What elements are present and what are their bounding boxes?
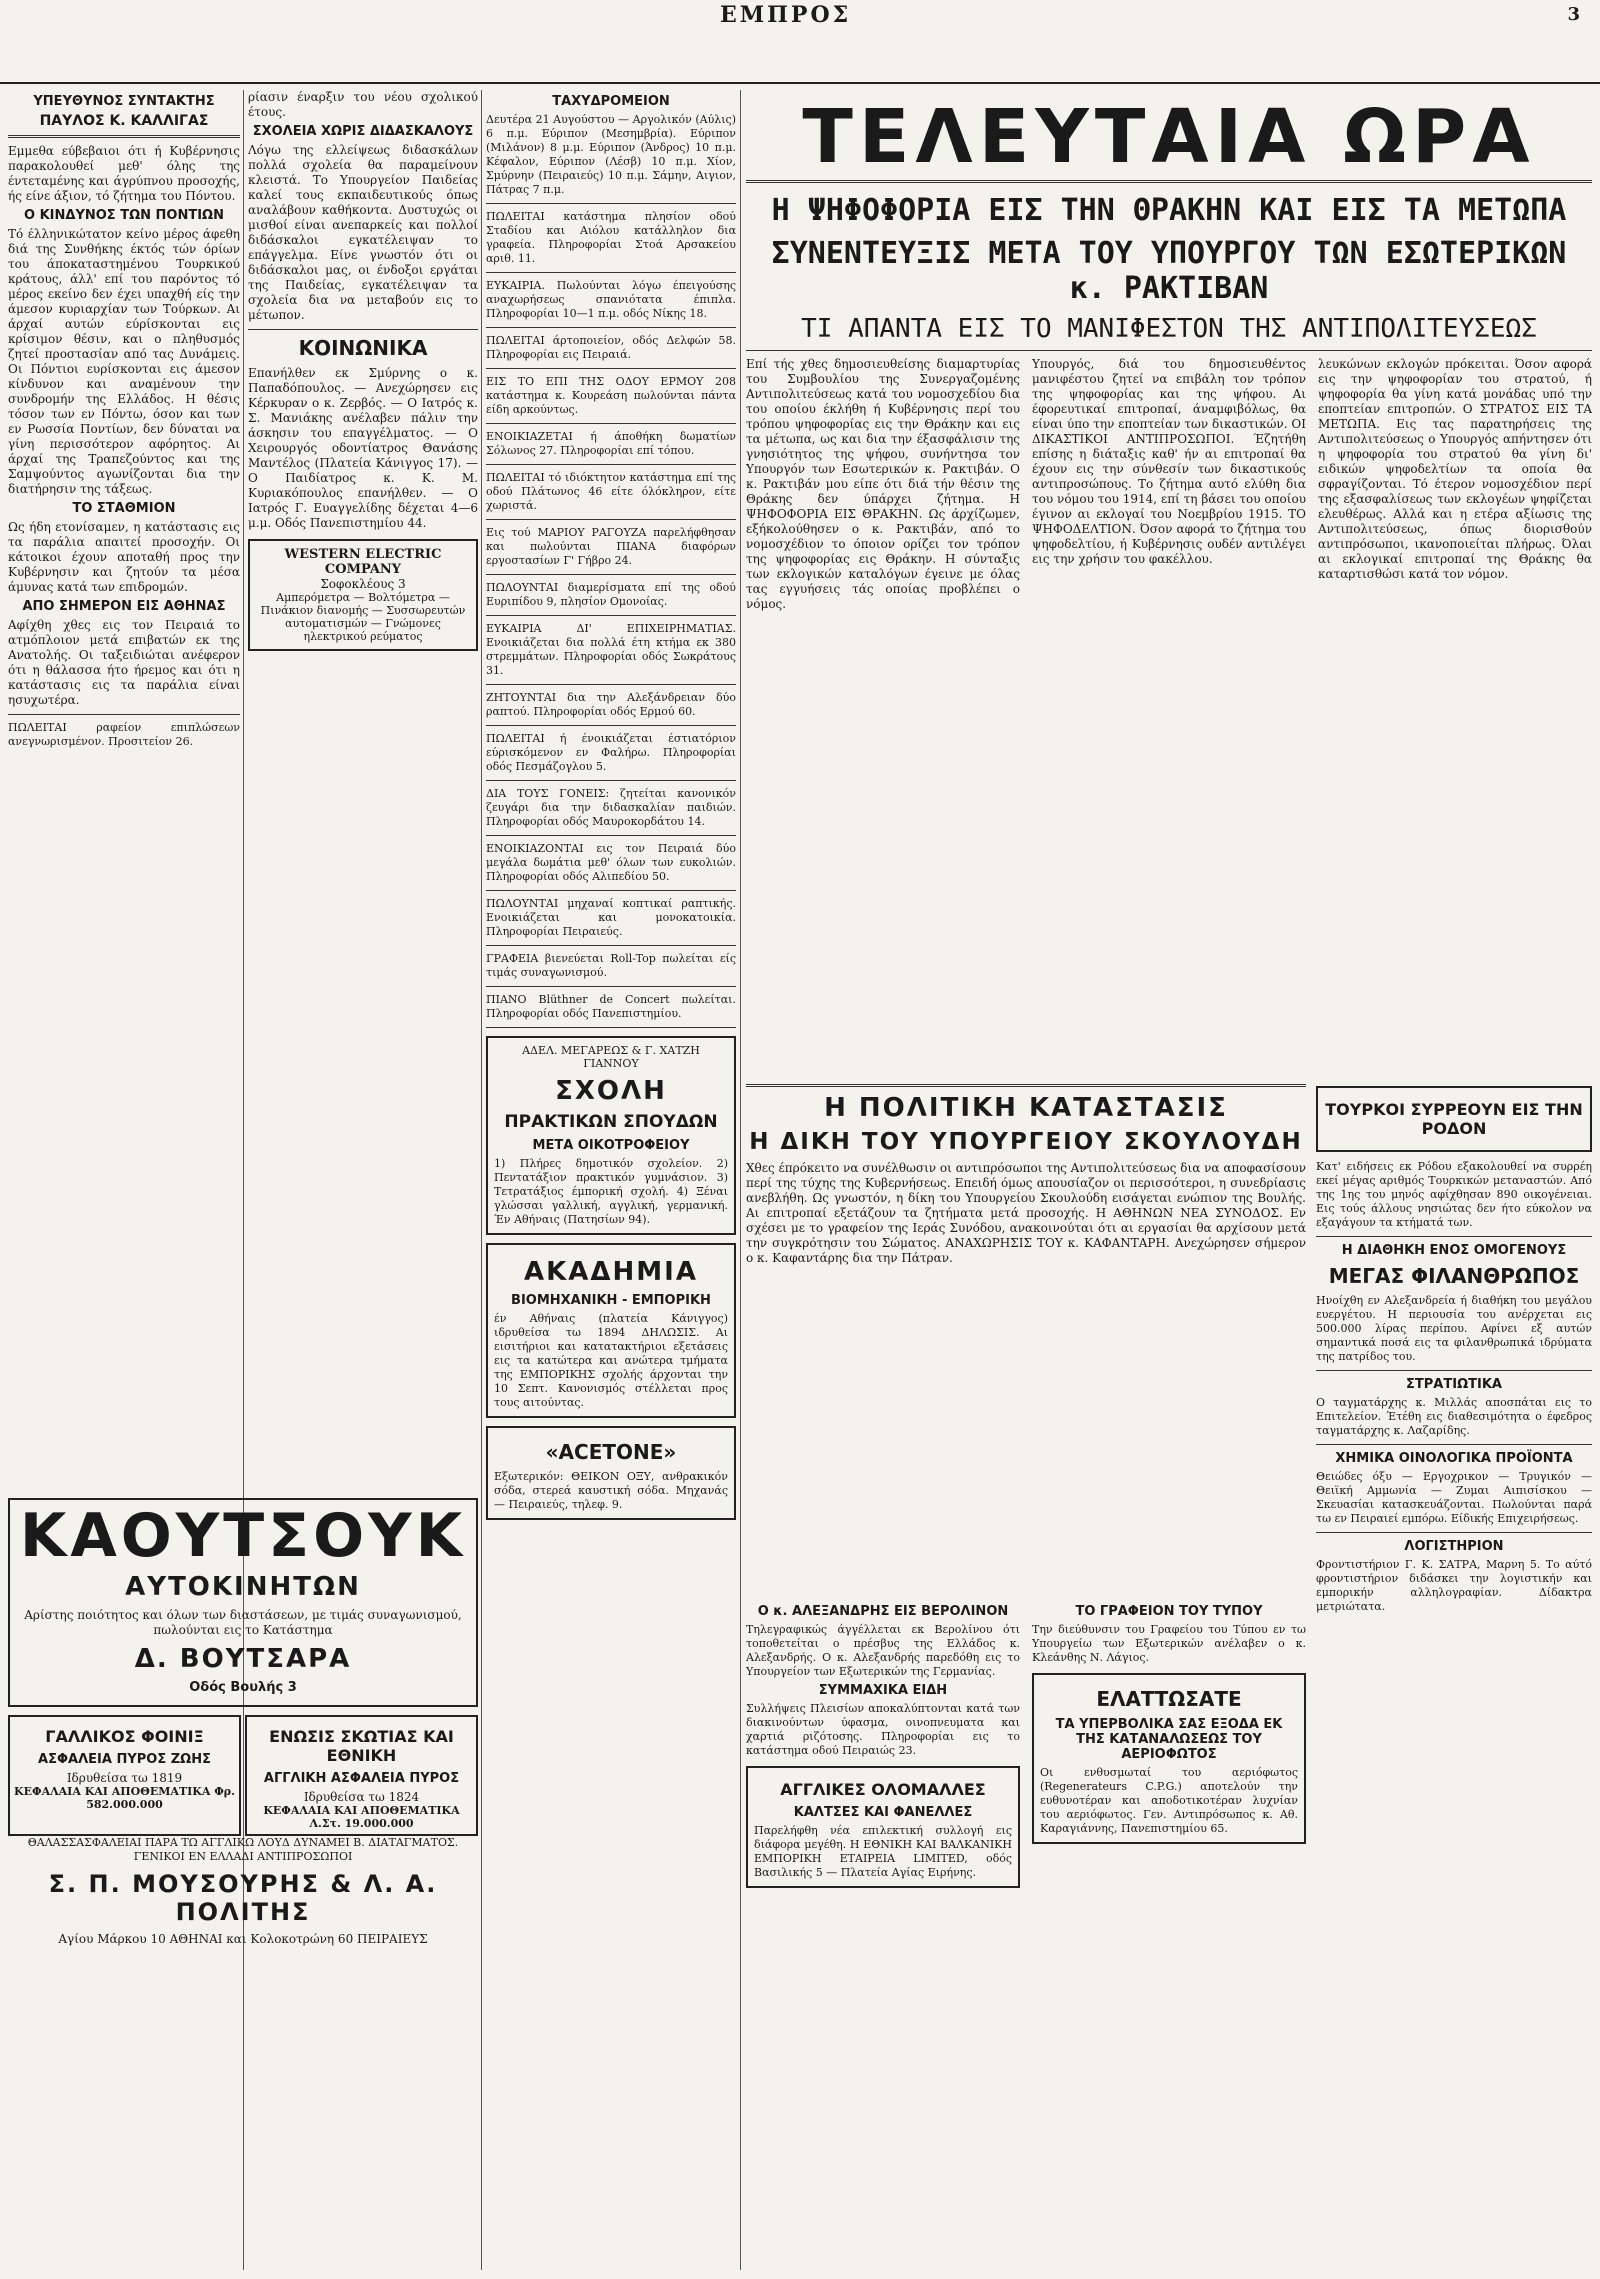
- ad-subtitle: ΚΑΛΤΣΕΣ ΚΑΙ ΦΑΝΕΛΛΕΣ: [793, 1805, 973, 1820]
- article-text: Τό έλληνικώτατον κείνο μέρος άφεθη διά της Συνθήκης έκτός τών όρίων του άποκαταστημένου Τουρκικού κράτους, άλλ' επί του παρόντος τό μέρος εκείνο δεν έχει υπαχθή είς την άμεσον κυριαρχίαν των Τούρκων. Αι άρχαί αυτών εύρίσκονται εις κρίσιμον θέσιν, και ο πληθυσμός ζητεί προστασίαν από τας Δυνάμεις. Οι Πόντιοι ευρίσκονται εις άμεσον κίνδυνον και αναμένουν την συνδρομήν της Ελλάδος. Η θέσις τόσον των εν Πόντω, όσον και των εν Ρωσσία Ποντίων, δεν δύναται να γίνη περισσότερον αφόρητος. Αι άρχαί της Τραπεζούντος και της Σαμψούντος αγωνίζονται δια την διατήρησιν της τάξεως.: [8, 227, 240, 496]
- ad-title: ΓΑΛΛΙΚΟΣ ΦΟΙΝΙΞ: [45, 1727, 204, 1746]
- acetone-title: «ACETONE»: [545, 1440, 677, 1464]
- rubber-advertisement: [8, 1498, 478, 1707]
- academy-title: ΑΚΑΔΗΜΙΑ: [524, 1257, 698, 1287]
- donation-title: ΜΕΓΑΣ ΦΙΛΑΝΘΡΩΠΟΣ: [1328, 1264, 1580, 1288]
- accounting-text: Φροντιστήριον Γ. Κ. ΣΑΤΡΑ, Μαρνη 5. Το αύτό φροντιστήριον διδάσκει την λογιστικήν και εμπορικήν αλληλογραφίαν. Δίδακτρα μετριώτατα.: [1316, 1558, 1592, 1613]
- divider: [486, 464, 736, 465]
- ad-title: ΑΓΓΛΙΚΕΣ ΟΛΟΜΑΛΛΕΣ: [780, 1780, 986, 1799]
- divider: [486, 945, 736, 946]
- divider: [486, 272, 736, 273]
- divider: [486, 574, 736, 575]
- acetone-advertisement: [486, 1426, 736, 1520]
- politics-section: [746, 1078, 1306, 1598]
- column-2: [248, 90, 478, 1480]
- classified-ad: ΔΙΑ ΤΟΥΣ ΓΟΝΕΙΣ: ζητείται κανονικόν ζευγάρι δια την διδασκαλίαν παιδιών. Πληροφορίαι οδός Μαυροκορδάτου 14.: [486, 787, 736, 828]
- classified-ad: ΠΙΑΝΟ Blüthner de Concert πωλείται. Πληροφορίαι οδός Πανεπιστημίου.: [486, 993, 736, 1020]
- article-column: Επί τής χθες δημοσιευθείσης διαμαρτυρίας του Συμβουλίου της Συνεργαζομένης Αντιπολιτεύσεως κατά του νομοσχεδίου δια του οποίου έκλήθη ή Κυβέρνησις περί του τρόπου ψηφοφορίας εις την Θράκην και εις τα μέτωπα, ως και δια την έξασφάλισιν της γνησιότητος της ψήφου, συνήντησα τον Υπουργόν των Εσωτερικών κ. Ρακτιβάν. Ο κ. Ρακτιβάν μου είπε ότι διά τήν θέσιν της Θράκης δεν ύπάρχει ζήτημα. Η ΨΗΦΟΦΟΡΙΑ ΕΙΣ ΘΡΑΚΗΝ. Ως άρχίζωμεν, εξήκολούθησεν ο κ. Ρακτιβάν, από το νομοσχέδιον το όποιον ορίζει τον τρόπον της ψηφοφορίας εις Θράκην. Η σύνταξις των εκλογικών καταλόγων έγεινε με όλας τας εγγυήσεις τάς οποίας προβλέπει ο νόμος.: [746, 357, 1020, 611]
- divider: [486, 835, 736, 836]
- section-heading: ΣΧΟΛΕΙΑ ΧΩΡΙΣ ΔΙΔΑΣΚΑΛΟΥΣ: [252, 124, 474, 139]
- column-rule: [740, 90, 741, 2270]
- divider: [486, 519, 736, 520]
- editor-name: ΠΑΥΛΟΣ Κ. ΚΑΛΛΙΓΑΣ: [39, 113, 209, 129]
- article-text: Συλλήψεις Πλεισίων αποκαλύπτονται κατά των διακινούντων ύφασμα, οινοπνευματα και χαρτιά ριζότοσης. Πληροφορίαι εις το κατάστημα οδού Πειραιώς 23.: [746, 1702, 1020, 1757]
- divider: [486, 684, 736, 685]
- classified-ad: ΕΥΚΑΙΡΙΑ ΔΙ' ΕΠΙΧΕΙΡΗΜΑΤΙΑΣ. Ενοικιάζεται δια πολλά έτη κτήμα εκ 380 στρεμμάτων. Πληροφορίαι οδός Σωκράτους 31.: [486, 622, 736, 677]
- classified-ad: ΠΩΛΟΥΝΤΑΙ διαμερίσματα επί της οδού Ευριπίδου 9, πλησίον Ομονοίας.: [486, 581, 736, 608]
- school-subtitle: ΠΡΑΚΤΙΚΩΝ ΣΠΟΥΔΩΝ: [504, 1112, 718, 1132]
- ad-subtitle: Σοφοκλέους 3: [320, 577, 406, 591]
- turks-title: ΤΟΥΡΚΟΙ ΣΥΡΡΕΟΥΝ ΕΙΣ ΤΗΝ ΡΟΔΟΝ: [1325, 1100, 1583, 1138]
- masthead: [0, 0, 1600, 80]
- banner-subtitle-3: ΤΙ ΑΠΑΝΤΑ ΕΙΣ ΤΟ ΜΑΝΙΦΕΣΤΟΝ ΤΗΣ ΑΝΤΙΠΟΛΙΤΕΥΣΕΩΣ: [801, 314, 1537, 344]
- phoenix-advertisement: [8, 1715, 241, 1836]
- donation-text: Ηνοίχθη εν Αλεξανδρεία ή διαθήκη του μεγάλου ευεργέτου. Η περιουσία του ανέρχεται εις 500.000 λίρας περίπου. Αφίνει εξ αυτών σημαντικά ποσά εις τα φιλανθρωπικά ιδρύματα της πατρίδος του.: [1316, 1294, 1592, 1363]
- classified-ad: ΕΝΟΙΚΙΑΖΕΤΑΙ ή άποθήκη δωματίων Σόλωνος 27. Πληροφορίαι επί τόπου.: [486, 430, 736, 457]
- section-heading: ΤΟ ΣΤΑΘΜΙΟΝ: [72, 501, 176, 516]
- editor-label: ΥΠΕΥΘΥΝΟΣ ΣΥΝΤΑΚΤΗΣ: [33, 94, 215, 109]
- ad-title: ΕΝΩΣΙΣ ΣΚΩΤΙΑΣ ΚΑΙ ΕΘΝΙΚΗ: [269, 1727, 454, 1765]
- column-3: [486, 90, 736, 2260]
- classified-ad: ΕΙΣ ΤΟ ΕΠΙ ΤΗΣ ΟΔΟΥ ΕΡΜΟΥ 208 κατάστημα κ. Κουρεάση πωλούνται πάντα είδη αρκούντως.: [486, 375, 736, 416]
- article-text: Επανήλθεν εκ Σμύρνης ο κ. Παπαδόπουλος. — Ανεχώρησεν εις Κέρκυραν ο κ. Ζερβός. — Ο Ιατρός κ. Σ. Μανιάκης ανέλαβεν πάλιν την άσκησιν του επαγγέλματος. — Ο Χειρουργός οδοντίατρος Θανάσης Μαντέλος (Πλατεία Κάνιγγος 17). — Ο Παιδίατρος κ. Κ. Μ. Κυριακόπουλος επανήλθεν. — Ο Ιατρός Γ. Ευαγγελίδης δέχεται 4—6 μ.μ. Οδός Πανεπιστημίου 44.: [248, 366, 478, 530]
- ad-capital: ΚΕΦΑΛΑΙΑ ΚΑΙ ΑΠΟΘΕΜΑΤΙΚΑ Λ.Στ. 19.000.000: [263, 1804, 460, 1830]
- divider: [486, 203, 736, 204]
- divider: [486, 986, 736, 987]
- academy-text: έν Αθήναις (πλατεία Κάνιγγος) ιδρυθείσα τω 1894 ΔΗΛΩΣΙΣ. Αι εισιτήριοι και κατατακτήριοι εξετάσεις εις τα κατώτερα και ανώτερα τμήματα της ΕΜΠΟΡΙΚΗΣ σχολής άρχονται την 10 Σεπτ. Κανονισμός στέλλεται προς τους αιτούντας.: [494, 1312, 728, 1409]
- chem-title: ΧΗΜΙΚΑ ΟΙΝΟΛΟΓΙΚΑ ΠΡΟΪΟΝΤΑ: [1335, 1451, 1573, 1466]
- column-rule: [481, 90, 482, 2270]
- lead-text: Εμμεθα εύβεβαιοι ότι ή Κυβέρνησις παρακολουθεί μεθ' όλης της έντεταμένης και άγρύπνου προσοχής, ής είνε άξιον, τό ζήτημα του Πόντου.: [8, 144, 240, 203]
- article-text: Τηλεγραφικώς άγγέλλεται εκ Βερολίνου ότι τοποθετείται ο πρέσβυς της Ελλάδος κ. Αλεξανδρής. Ο κ. Αλεξανδρής παρεδόθη εις το Υπουργείον των Εξωτερικών της Γερμανίας.: [746, 1623, 1020, 1678]
- masthead-title: ΕΜΠΡΟΣ: [720, 2, 852, 28]
- ad-subtitle: ΑΥΤΟΚΙΝΗΤΩΝ: [125, 1572, 361, 1602]
- section-heading: ΑΠΟ ΣΗΜΕΡΟΝ ΕΙΣ ΑΘΗΝΑΣ: [22, 599, 226, 614]
- article-column: Υπουργός, διά του δημοσιευθέντος μανιφέστου ζητεί να επιβάλη τον τρόπον της ψηφοφορίας και της ψήφου. Αι έφορευτικαί επιτροπαί, άναμφιβόλως, θα είναι ύπο την εποπτείαν των δικαστικών. ΟΙ ΔΙΚΑΣΤΙΚΟΙ ΑΝΤΙΠΡΟΣΩΠΟΙ. Έζητήθη επίσης η διάταξις καθ' ήν αι επιτροπαί θα έχουν εις την σύνθεσίν των δικαστικούς αντιπροσώπους. Το ζήτημα αυτό ελύθη δια του νόμου του 1914, επί τη βάσει του οποίου έγινον αι εκλογαί του Νοεμβρίου 1915. ΤΟ ΨΗΦΟΔΕΛΤΙΟΝ. Όσον αφορά το ζήτημα του ψηφοδελτίου, ή Κυβέρνησις ουδέν αντιλέγει εις την χρήσιν του φακέλλου.: [1032, 357, 1306, 566]
- school-owners: ΑΔΕΛ. ΜΕΓΑΡΕΩΣ & Γ. ΧΑΤΖΗ ΓΙΑΝΝΟΥ: [522, 1044, 700, 1070]
- politics-subtitle: Η ΔΙΚΗ ΤΟΥ ΥΠΟΥΡΓΕΙΟΥ ΣΚΟΥΛΟΥΔΗ: [749, 1129, 1303, 1155]
- masthead-rule: [0, 82, 1600, 84]
- ad-text: Παρελήφθη νέα επιλεκτική συλλογή εις διάφορα μεγέθη. Η ΕΘΝΙΚΗ ΚΑΙ ΒΑΛΚΑΝΙΚΗ ΕΜΠΟΡΙΚΗ ΕΤΑΙΡΕΙΑ LIMITED, οδός Βασιλικής 5 — Πλατεία Αγίας Ειρήνης.: [754, 1824, 1012, 1879]
- section-heading: ΤΑΧΥΔΡΟΜΕΙΟΝ: [552, 94, 670, 109]
- divider: [1316, 1532, 1592, 1533]
- classified-ad: ΓΡΑΦΕΙΑ βιενεύεται Roll-Top πωλείται είς τιμάς συναγωνισμού.: [486, 952, 736, 979]
- divider: [1316, 1370, 1592, 1371]
- divider: [486, 327, 736, 328]
- gas-advertisement: [1032, 1673, 1306, 1844]
- classified-ad: ΠΩΛΕΙΤΑΙ ή ένοικιάζεται έστιατόριον εύρισκόμενον εν Φαλήρω. Πληροφορίαι οδός Πεσμάζογλου 5.: [486, 732, 736, 773]
- ad-text: Οι ενθυσμωταί του αεριόφωτος (Regenerateurs C.P.G.) αποτελούν την ευθυνοτέραν και αποδοτικοτέραν λυχνίαν του αεριόφωτος. Γεν. Αντιπρόσωπος κ. Αθ. Καραγιάννης, Πανεπιστημίου 65.: [1040, 1766, 1298, 1835]
- last-hour-banner: [746, 94, 1592, 1047]
- classified-ad: ΕΝΟΙΚΙΑΖΟΝΤΑΙ εις τον Πειραιά δύο μεγάλα δωμάτια μεθ' όλων των ευκολιών. Πληροφορίαι οδός Αλιπεδίου 50.: [486, 842, 736, 883]
- classified-ad: ΠΩΛΕΙΤΑΙ τό ιδιόκτητον κατάστημα επί της οδού Πλάτωνος 46 είτε όλόκληρον, είτε χωριστά.: [486, 471, 736, 512]
- article-text: Δευτέρα 21 Αυγούστου — Αργολικόν (Αύλις) 6 π.μ. Εύριπον (Μεσημβρία). Εύριπον (Μιλάνον) 8 μ.μ. Εύριπον (Άνδρος) 10 π.μ. Κέφαλον, Εύριπον (Λέσβ) 10 π.μ. Χίον, Σμύρνην (Πειραιεύς) 10 π.μ. Σάμην, Αιγιον, Πάτρας 7 π.μ.: [486, 113, 736, 196]
- acetone-text: Εξωτερικόν: ΘΕΙΚΟΝ ΟΞΥ, ανθρακικόν σόδα, στερεά καυστική σόδα. Μηχανάς — Πειραιεύς, τηλεφ. 9.: [494, 1470, 728, 1511]
- lead-text: ρίασιν έναρξιν του νέου σχολικού έτους.: [248, 90, 478, 119]
- insurance-note: ΘΑΛΑΣΣΑΣΦΑΛΕΙΑΙ ΠΑΡΑ ΤΩ ΑΓΓΛΙΚΩ ΛΟΥΔ ΔΥΝΑΜΕΙ Β. ΔΙΑΤΑΓΜΑΤΟΣ. ΓΕΝΙΚΟΙ ΕΝ ΕΛΛΑΔΙ ΑΝΤΙΠΡΟΣΩΠΟΙ: [27, 1836, 459, 1863]
- ad-title: ΚΑΟΥΤΣΟΥΚ: [19, 1501, 467, 1571]
- ad-capital: ΚΕΦΑΛΑΙΑ ΚΑΙ ΑΠΟΘΕΜΑΤΙΚΑ Φρ. 582.000.000: [14, 1785, 235, 1811]
- divider: [486, 1027, 736, 1028]
- divider: [1316, 1236, 1592, 1237]
- divider: [746, 350, 1592, 351]
- classified-ad: ΕΥΚΑΙΡΙΑ. Πωλούνται λόγω έπειγούσης αναχωρήσεως σπανιότατα έπιπλα. Πληροφορίαι 10—1 π.μ. οδός Νίκης 18.: [486, 279, 736, 320]
- classified-ad: Εις τού ΜΑΡΙΟΥ ΡΑΓΟΥΖΑ παρελήφθησαν και πωλούνται ΠΙΑΝΑ διαφόρων εργοστασίων Γ' Γήβρο 24.: [486, 526, 736, 567]
- section-heading: Ο κ. ΑΛΕΞΑΝΔΡΗΣ ΕΙΣ ΒΕΡΟΛΙΝΟΝ: [757, 1604, 1009, 1619]
- school-subtitle-2: ΜΕΤΑ ΟΙΚΟΤΡΟΦΕΙΟΥ: [532, 1138, 690, 1153]
- english-advertisement: [746, 1766, 1020, 1888]
- section-heading: ΤΟ ΓΡΑΦΕΙΟΝ ΤΟΥ ΤΥΠΟΥ: [1075, 1604, 1263, 1619]
- article-text: Ως ήδη ετονίσαμεν, η κατάστασις εις τα παράλια απαιτεί προσοχήν. Οι κάτοικοι έχουν αποταθή προς την Κυβέρνησιν και ζητούν τα μέσα άμυνας κατά των επιδρομών.: [8, 520, 240, 594]
- article-column: λευκώνων εκλογών πρόκειται. Όσον αφορά εις την ψηφοφορίαν του στρατού, ή ψηφοφορία θα γίνη κατά μονάδας υπό την εποπτείαν επιτροπών. Ο ΣΤΡΑΤΟΣ ΕΙΣ ΤΑ ΜΕΤΩΠΑ. Εις τας παρατηρήσεις της Αντιπολιτεύσεως ο Υπουργός απήντησεν ότι η ψηφοφορία του στρατού θα γίνη δι' ειδικών ψηφοδελτίων τα οποία θα σφραγίζονται. Τό έτερον νομοσχέδιον περί της εξασφαλίσεως των εκλογέων ψηφίζεται ελευθέρως. Αλλά και η ετέρα αξίωσις της Αντιπολιτεύσεως, όπως διορισθούν αντιπρόσωποι, ικανοποιείται πλήρως. Όλαι αι εκλογικαί επιτροπαί της Θράκης θα καταρτισθώσι κατά τον νόμον.: [1318, 357, 1592, 581]
- agents-address: Αγίου Μάρκου 10 ΑΘΗΝΑΙ και Κολοκοτρώνη 60 ΠΕΙΡΑΙΕΥΣ: [58, 1932, 428, 1946]
- divider: [486, 890, 736, 891]
- article-text: Λόγω της ελλείψεως διδασκάλων πολλά σχολεία θα παραμείνουν κλειστά. Το Υπουργείον Παιδείας καλεί τους εκπαιδευτικούς όπως αναλάβουν καθήκοντα. Δυστυχώς οι μισθοί είναι ανεπαρκείς και πολλοί διδάσκαλοι εγκατέλειψαν το επάγγελμα. Είνε γνωστόν ότι οι διδάσκαλοι μας, οι ένδοξοι εργάται της Παιδείας, εγκατέλειψαν τα σχολεία δια να μεταβούν εις το μέτωπον.: [248, 143, 478, 322]
- classified-ad: ΠΩΛΟΥΝΤΑΙ μηχαναί κοπτικαί ραπτικής. Ενοικιάζεται και μονοκατοικία. Πληροφορίαι Πειραιεύς.: [486, 897, 736, 938]
- column-1: [8, 90, 240, 1480]
- divider: [746, 180, 1592, 183]
- accounting-title: ΛΟΓΙΣΤΗΡΙΟΝ: [1404, 1539, 1504, 1554]
- article-text: Την διεύθυνσιν του Γραφείου του Τύπου εν τω Υπουργείω των Εξωτερικών ανέλαβεν ο κ. Κλεάνθης Ν. Λάγιος.: [1032, 1623, 1306, 1664]
- politics-title: Η ΠΟΛΙΤΙΚΗ ΚΑΤΑΣΤΑΣΙΣ: [824, 1093, 1228, 1123]
- page-number: 3: [1567, 4, 1580, 25]
- classified-ad: ΠΩΛΕΙΤΑΙ κατάστημα πλησίον οδού Σταδίου και Αιόλου κατάλληλον δια γραφεία. Πληροφορίαι Στοά Αρσακείου αριθ. 11.: [486, 210, 736, 265]
- ad-address: Οδός Βουλής 3: [189, 1680, 297, 1695]
- school-advertisement: [486, 1036, 736, 1235]
- classified-ad: ΖΗΤΟΥΝΤΑΙ δια την Αλεξάνδρειαν δύο ραπτού. Πληροφορίαι οδός Ερμού 60.: [486, 691, 736, 718]
- section-heading: ΚΟΙΝΩΝΙΚΑ: [298, 336, 428, 360]
- section-heading: Ο ΚΙΝΔΥΝΟΣ ΤΩΝ ΠΟΝΤΙΩΝ: [24, 208, 224, 223]
- turks-text: Κατ' ειδήσεις εκ Ρόδου εξακολουθεί να συρρέη εκεί μέγας αριθμός Τουρκικών μεταναστών. Από της 1ης του μηνός αφίχθησαν 890 οικογένειαι. Εις τούς άλλους νησιώτας δεν ήτο εύκολον να εξαγάγουν τα κτήματά των.: [1316, 1160, 1592, 1229]
- lower-middle: [746, 1600, 1306, 2270]
- academy-advertisement: [486, 1243, 736, 1418]
- politics-text: Χθες έπρόκειτο να συνέλθωσιν οι αντιπρόσωποι της Αντιπολιτεύσεως δια να αποφασίσουν περί της τύχης της Κυβερνήσεως. Επειδή όμως απουσίαζον οι περισσότεροι, η συνεδρίασις ανεβλήθη. Ως γνωστόν, η δίκη του Υπουργείου Σκουλούδη εισάγεται ενώπιον της Βουλής. Αι επιτροπαί εξετάζουν τα ζητήματα μετά προσοχής. Η ΑΘΗΝΩΝ ΝΕΑ ΣΥΝΟΔΟΣ. Εν σχέσει με το γραφείον της Ιεράς Συνόδου, ανακοινούται ότι αι εργασίαι θα αρχίσουν μετά την συγκρότησιν του Σώματος. ΑΝΑΧΩΡΗΣΙΣ ΤΟΥ κ. ΚΑΦΑΝΤΑΡΗ. Ανεχώρησεν σήμερον ο κ. Καφαντάρης δια την Πάτραν.: [746, 1161, 1306, 1265]
- classified-ads: [486, 210, 736, 1028]
- chem-text: Θειώδες όξυ — Εργοχρικον — Τρυγικόν — Θειϊκή Αμμωνία — Ζυμαι Αιπισίσκου — Σκευασίαι κατασκευάζονται. Πωλούνται παρά τω εν Πειραιεί εμπόρω. Είδικής Επιχειρήσεως.: [1316, 1470, 1592, 1525]
- agents-name: Σ. Π. ΜΟΥΣΟΥΡΗΣ & Λ. Α. ΠΟΛΙΤΗΣ: [48, 1870, 438, 1926]
- school-text: 1) Πλήρες δημοτικόν σχολείον. 2) Πεντατάξιον πρακτικόν γυμνάσιον. 3) Τετρατάξιος έμπορική σχολή. 4) Ξέναι γλώσσαι γαλλική, αγγλική, γερμανική. Έν Αθήναις (Πατησίων 94).: [494, 1157, 728, 1226]
- ad-year: Ιδρυθείσα τω 1824: [303, 1790, 420, 1804]
- divider: [486, 615, 736, 616]
- ad-text: Αμπερόμετρα — Βολτόμετρα — Πινάκιον διανομής — Συσσωρευτών αυτοματισμών — Γνώμονες ηλεκτρικού ρεύματος: [260, 591, 466, 643]
- ad-text: Αρίστης ποιότητος και όλων των διαστάσεων, με τιμάς συναγωνισμού, πωλούνται εις το Κατάστημα: [24, 1608, 462, 1637]
- donation-pre: Η ΔΙΑΘΗΚΗ ΕΝΟΣ ΟΜΟΓΕΝΟΥΣ: [1341, 1243, 1567, 1258]
- divider: [8, 135, 240, 138]
- ad-title: ΕΛΑΤΤΩΣΑΤΕ: [1096, 1687, 1242, 1711]
- article-text: Αφίχθη χθες εις τον Πειραιά το ατμόπλοιον μετά επιβατών εκ της Ανατολής. Οι ταξειδιώται ανέφερον ότι η θάλασσα ήτο ήρεμος και ότι η κατάστασις εις τα παράλια είναι ησυχωτέρα.: [8, 618, 240, 707]
- main-article: [746, 357, 1592, 1047]
- section-heading: ΣΥΜΜΑΧΙΚΑ ΕΙΔΗ: [818, 1683, 948, 1698]
- ad-subtitle: ΤΑ ΥΠΕΡΒΟΛΙΚΑ ΣΑΣ ΕΞΟΔΑ ΕΚ ΤΗΣ ΚΑΤΑΝΑΛΩΣΕΩΣ ΤΟΥ ΑΕΡΙΟΦΩΤΟΣ: [1055, 1717, 1283, 1762]
- divider: [486, 780, 736, 781]
- ad-year: Ιδρυθείσα τω 1819: [66, 1771, 183, 1785]
- ad-title: WESTERN ELECTRIC COMPANY: [284, 547, 442, 577]
- academy-subtitle: ΒΙΟΜΗΧΑΝΙΚΗ - ΕΜΠΟΡΙΚΗ: [511, 1293, 711, 1308]
- advertisement: [248, 539, 478, 651]
- military-text: Ο ταγματάρχης κ. Μιλλάς αποσπάται εις το Επιτελείον. Έτέθη εις διαθεσιμότητα ο έφεδρος ταγματάρχης κ. Λαζαρίδης.: [1316, 1396, 1592, 1437]
- banner-subtitle-2: ΣΥΝΕΝΤΕΥΞΙΣ ΜΕΤΑ ΤΟΥ ΥΠΟΥΡΓΟΥ ΤΩΝ ΕΣΩΤΕΡΙΚΩΝ κ. ΡΑΚΤΙΒΑΝ: [771, 236, 1567, 306]
- ad-subtitle: ΑΣΦΑΛΕΙΑ ΠΥΡΟΣ ΖΩΗΣ: [38, 1752, 211, 1767]
- divider: [486, 423, 736, 424]
- military-title: ΣΤΡΑΤΙΩΤΙΚΑ: [1406, 1377, 1502, 1392]
- banner-title: ΤΕΛΕΥΤΑΙΑ ΩΡΑ: [802, 94, 1536, 180]
- divider: [1316, 1444, 1592, 1445]
- turks-box: [1316, 1086, 1592, 1152]
- footnote: ΠΩΛΕΙΤΑΙ ραφείον επιπλώσεων ανεγνωρισμένον. Προσιτείον 26.: [8, 721, 240, 748]
- divider: [486, 368, 736, 369]
- ad-name: Δ. ΒΟΥΤΣΑΡΑ: [134, 1644, 352, 1674]
- right-sidebar: [1316, 1078, 1592, 2268]
- scotland-advertisement: [245, 1715, 478, 1836]
- school-title: ΣΧΟΛΗ: [555, 1076, 667, 1106]
- divider: [486, 725, 736, 726]
- ad-subtitle: ΑΓΓΛΙΚΗ ΑΣΦΑΛΕΙΑ ΠΥΡΟΣ: [263, 1771, 460, 1786]
- divider: [746, 1084, 1306, 1087]
- divider: [248, 329, 478, 330]
- classified-ad: ΠΩΛΕΙΤΑΙ άρτοποιείον, οδός Δελφών 58. Πληροφορίαι εις Πειραιά.: [486, 334, 736, 361]
- bottom-ads: [8, 1490, 478, 2270]
- banner-subtitle-1: Η ΨΗΦΟΦΟΡΙΑ ΕΙΣ ΤΗΝ ΘΡΑΚΗΝ ΚΑΙ ΕΙΣ ΤΑ ΜΕΤΩΠΑ: [771, 193, 1567, 228]
- divider: [8, 714, 240, 715]
